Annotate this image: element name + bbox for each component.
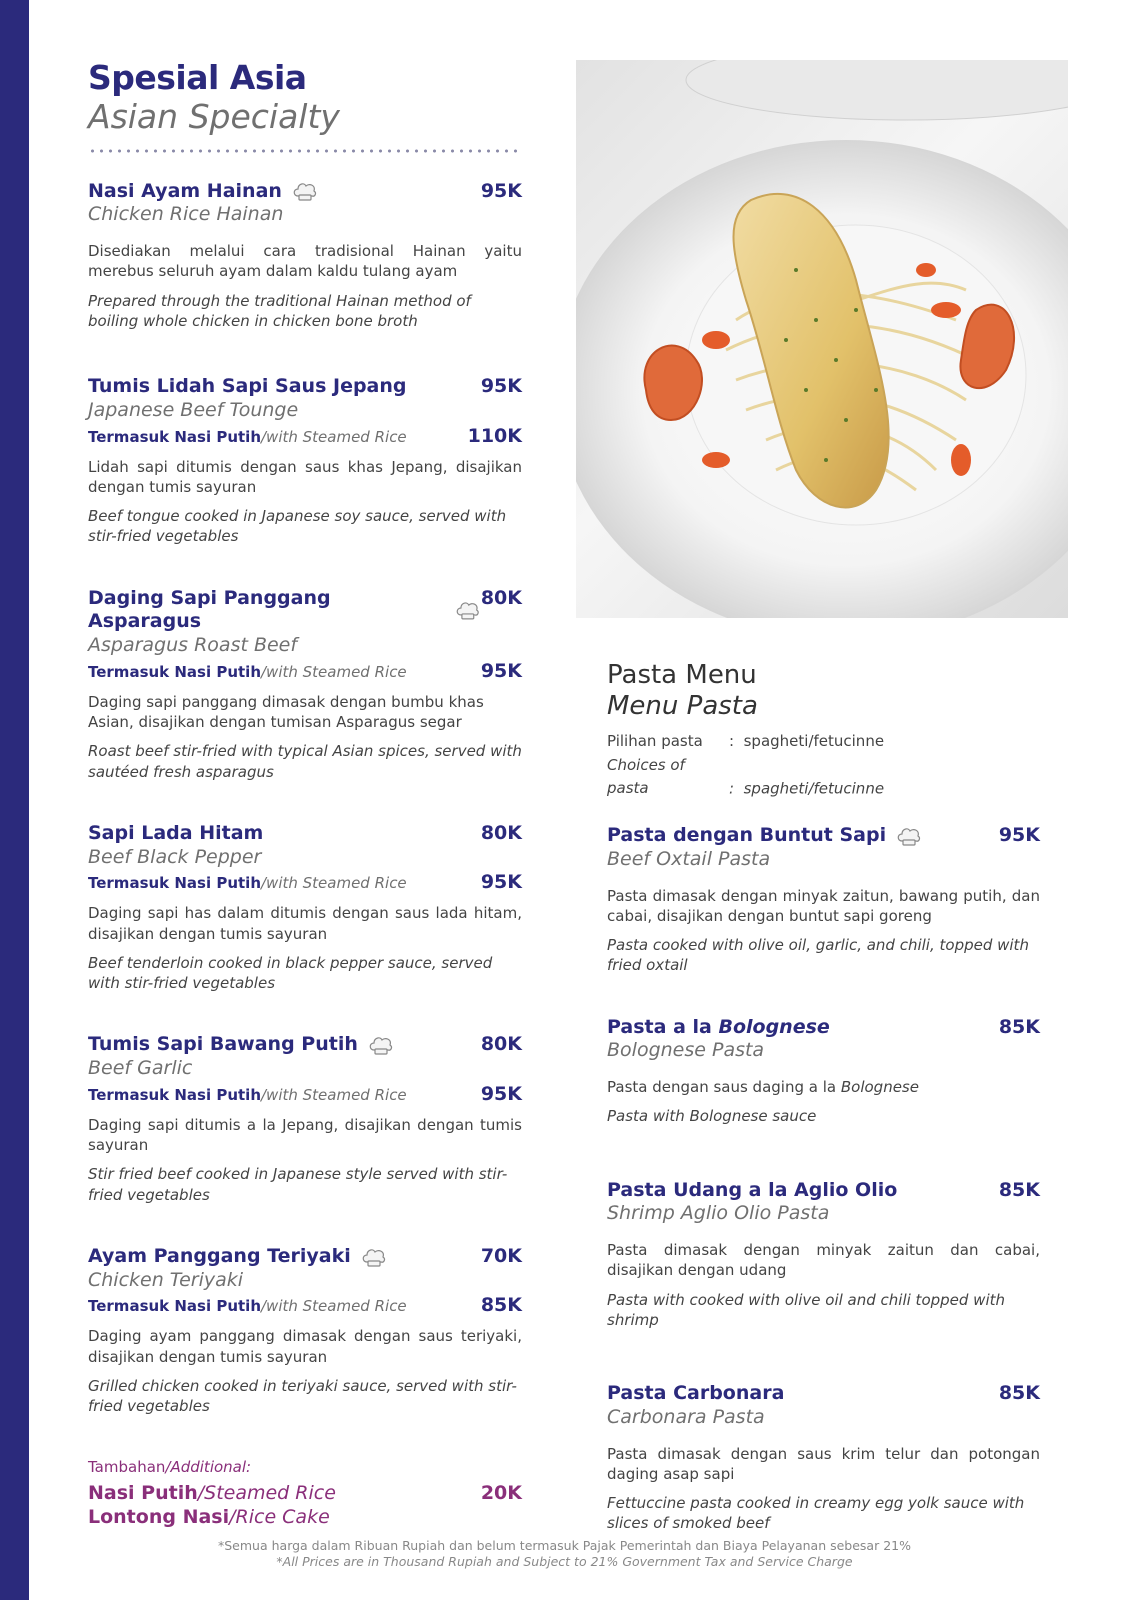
- item-description-id: Pasta dimasak dengan saus krim telur dan potongan daging asap sapi: [607, 1444, 1040, 1483]
- rice-option: Termasuk Nasi Putih/with Steamed Rice: [88, 1085, 407, 1104]
- footer-note-id: *Semua harga dalam Ribuan Rupiah dan belum termasuk Pajak Pemerintah dan Biaya Pelayanan sebesar 21%: [218, 1538, 911, 1553]
- chef-hat-icon: [455, 599, 481, 621]
- item-name: Sapi Lada Hitam: [88, 821, 264, 844]
- rice-option-price: 95K: [480, 1082, 522, 1105]
- item-name-en: Japanese Beef Tounge: [88, 398, 299, 421]
- additional-label: Tambahan/Additional:: [88, 1458, 252, 1477]
- item-name: Daging Sapi Panggang Asparagus: [88, 586, 331, 633]
- item-price: 95K: [998, 824, 1040, 847]
- rice-option: Termasuk Nasi Putih/with Steamed Rice: [88, 874, 407, 893]
- item-price: 80K: [480, 1033, 522, 1056]
- asian-specialty-section: [88, 58, 522, 1530]
- item-description-id: Lidah sapi ditumis dengan saus khas Jepang, disajikan dengan tumis sayuran: [88, 457, 522, 496]
- item-description-en: Roast beef stir-fried with typical Asian spices, served with sautéed fresh asparagus: [88, 742, 522, 781]
- item-description-en: Fettuccine pasta cooked in creamy egg yolk sauce with slices of smoked beef: [607, 1494, 1025, 1533]
- chef-hat-icon: [292, 180, 318, 202]
- item-description-id: Daging sapi ditumis a la Jepang, disajikan dengan tumis sayuran: [88, 1115, 522, 1155]
- menu-item: [88, 375, 522, 547]
- menu-item: [88, 1245, 522, 1417]
- side-accent-bar: [0, 0, 29, 1600]
- item-name-en: Asparagus Roast Beef: [88, 634, 298, 657]
- item-name-en: Beef Black Pepper: [88, 845, 262, 868]
- item-description-id: Disediakan melalui cara tradisional Hainan yaitu merebus seluruh ayam dalam kaldu tulang ayam: [88, 242, 522, 281]
- item-price: 85K: [998, 1178, 1040, 1201]
- item-description-id: Daging sapi panggang dimasak dengan bumbu khas Asian, disajikan dengan tumisan Asparagus segar: [88, 692, 484, 732]
- item-name: Pasta Carbonara: [607, 1382, 785, 1405]
- item-name-en: Chicken Rice Hainan: [88, 203, 284, 226]
- item-description-id: Pasta dimasak dengan minyak zaitun, bawang putih, dan cabai, disajikan dengan buntut sapi goreng: [607, 886, 1040, 925]
- item-name: Pasta Udang a la Aglio Olio: [607, 1178, 898, 1201]
- rice-option-price: 85K: [480, 1294, 522, 1317]
- item-price: 85K: [998, 1015, 1040, 1038]
- item-name-en: Beef Garlic: [88, 1057, 193, 1080]
- section-title: Pasta Menu: [607, 660, 757, 690]
- additional-item: Lontong Nasi/Rice Cake: [88, 1506, 330, 1529]
- rice-option: Termasuk Nasi Putih/with Steamed Rice: [88, 427, 407, 446]
- dish-photo: [576, 60, 1068, 618]
- rice-option-price: 95K: [480, 659, 522, 682]
- menu-item: [88, 587, 522, 782]
- menu-item: [607, 1382, 1040, 1534]
- item-name: Ayam Panggang Teriyaki: [88, 1244, 351, 1267]
- menu-item: [607, 1179, 1040, 1331]
- item-name: Tumis Lidah Sapi Saus Jepang: [88, 375, 407, 398]
- rice-option-price: 110K: [467, 424, 522, 447]
- dotted-divider: [88, 148, 522, 154]
- item-name-en: Carbonara Pasta: [607, 1405, 765, 1428]
- item-name-en: Chicken Teriyaki: [88, 1268, 244, 1291]
- item-name: Pasta a la Bolognese: [607, 1015, 830, 1038]
- item-name-en: Bolognese Pasta: [607, 1039, 765, 1062]
- menu-item: [88, 180, 522, 332]
- item-description-en: Stir fried beef cooked in Japanese style served with stir-fried vegetables: [88, 1165, 508, 1204]
- item-name-en: Shrimp Aglio Olio Pasta: [607, 1202, 830, 1225]
- rice-option: Termasuk Nasi Putih/with Steamed Rice: [88, 1297, 407, 1316]
- item-name: Pasta dengan Buntut Sapi: [607, 824, 887, 847]
- additional-item: Nasi Putih/Steamed Rice: [88, 1482, 336, 1505]
- item-description-en: Pasta cooked with olive oil, garlic, and chili, topped with fried oxtail: [607, 936, 1029, 975]
- item-description-en: Beef tenderloin cooked in black pepper sauce, served with stir-fried vegetables: [88, 953, 493, 993]
- menu-item: [607, 824, 1040, 976]
- item-description-id: Daging sapi has dalam ditumis dengan saus lada hitam, disajikan dengan tumis sayuran: [88, 904, 522, 943]
- item-price: 95K: [480, 179, 522, 202]
- chef-hat-icon: [368, 1034, 394, 1056]
- item-name-en: Beef Oxtail Pasta: [607, 847, 771, 870]
- menu-item: [88, 1033, 522, 1205]
- chef-hat-icon: [896, 825, 922, 847]
- item-price: 80K: [480, 821, 522, 844]
- item-description-id: Pasta dimasak dengan minyak zaitun dan cabai, disajikan dengan udang: [607, 1241, 1040, 1280]
- item-description-en: Beef tongue cooked in Japanese soy sauce, served with stir-fried vegetables: [88, 507, 507, 546]
- pasta-choices: Pilihan pasta : spagheti/fetucinne Choices of pasta : spagheti/fetucinne: [607, 732, 885, 797]
- chef-hat-icon: [361, 1246, 387, 1268]
- item-description-en: Prepared through the traditional Hainan method of boiling whole chicken in chicken bone broth: [88, 291, 471, 330]
- rice-option-price: 95K: [480, 871, 522, 894]
- item-price: 85K: [998, 1382, 1040, 1405]
- additional-section: [88, 1458, 522, 1530]
- menu-item: [607, 1016, 1040, 1127]
- rice-option: Termasuk Nasi Putih/with Steamed Rice: [88, 662, 407, 681]
- item-name: Nasi Ayam Hainan: [88, 179, 282, 202]
- section-title: Spesial Asia: [88, 58, 307, 97]
- item-description-en: Pasta with cooked with olive oil and chili topped with shrimp: [607, 1290, 1006, 1329]
- item-description-id: Daging ayam panggang dimasak dengan saus teriyaki, disajikan dengan tumis sayuran: [88, 1327, 522, 1366]
- shrimp-pasta-image: [576, 60, 1068, 618]
- item-description-en: Grilled chicken cooked in teriyaki sauce, served with stir-fried vegetables: [88, 1376, 517, 1416]
- footer-note-en: *All Prices are in Thousand Rupiah and Subject to 21% Government Tax and Service Charge: [276, 1554, 853, 1569]
- item-price: 70K: [480, 1244, 522, 1267]
- section-subtitle: Asian Specialty: [88, 96, 340, 136]
- additional-price: 20K: [480, 1482, 522, 1505]
- menu-item: [88, 822, 522, 994]
- item-price: 80K: [480, 586, 522, 609]
- item-description-en: Pasta with Bolognese sauce: [607, 1107, 817, 1126]
- section-subtitle: Menu Pasta: [607, 691, 758, 722]
- item-description-id: Pasta dengan saus daging a la Bolognese: [607, 1078, 919, 1097]
- pasta-section: [607, 660, 1040, 1534]
- item-price: 95K: [480, 375, 522, 398]
- item-name: Tumis Sapi Bawang Putih: [88, 1033, 358, 1056]
